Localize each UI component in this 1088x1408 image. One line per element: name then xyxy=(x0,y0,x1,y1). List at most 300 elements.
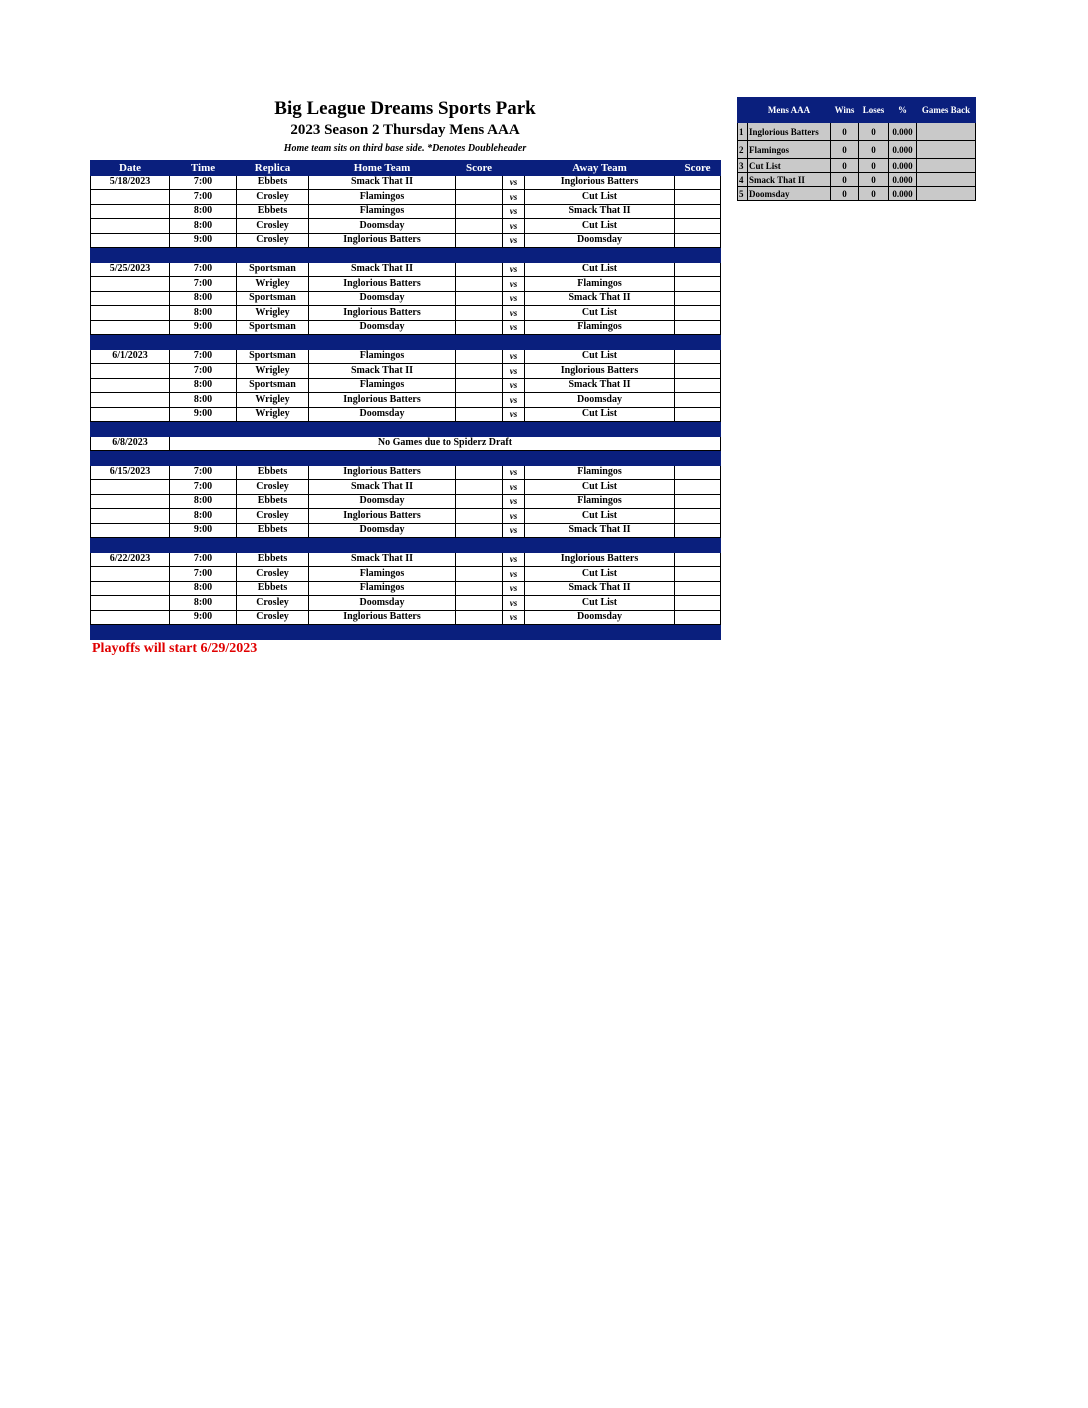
separator-cell xyxy=(525,335,675,350)
vs-label: vs xyxy=(503,219,525,234)
standing-games-back xyxy=(917,123,976,141)
game-date xyxy=(91,596,170,611)
game-field: Sportsman xyxy=(237,349,309,364)
vs-label: vs xyxy=(503,581,525,596)
vs-label: vs xyxy=(503,596,525,611)
standing-loses: 0 xyxy=(859,123,889,141)
game-time: 7:00 xyxy=(170,262,237,277)
game-date xyxy=(91,277,170,292)
col-header-away-score: Score xyxy=(675,161,721,176)
game-time: 9:00 xyxy=(170,610,237,625)
game-time: 8:00 xyxy=(170,291,237,306)
game-date xyxy=(91,509,170,524)
standing-rank: 2 xyxy=(738,141,748,159)
away-score xyxy=(675,393,721,408)
away-score xyxy=(675,610,721,625)
home-team: Smack That II xyxy=(309,480,456,495)
standing-team: Smack That II xyxy=(748,173,831,187)
game-row xyxy=(91,378,721,393)
separator-cell xyxy=(237,625,309,640)
home-score xyxy=(456,233,503,248)
game-date xyxy=(91,494,170,509)
standing-games-back xyxy=(917,141,976,159)
game-date xyxy=(91,378,170,393)
away-team: Doomsday xyxy=(525,610,675,625)
vs-label: vs xyxy=(503,364,525,379)
away-score xyxy=(675,204,721,219)
game-field: Wrigley xyxy=(237,277,309,292)
standing-team: Doomsday xyxy=(748,187,831,201)
schedule-body xyxy=(91,175,721,639)
game-field: Ebbets xyxy=(237,465,309,480)
game-row xyxy=(91,596,721,611)
separator-cell xyxy=(675,248,721,263)
standings-row xyxy=(738,159,976,173)
home-score xyxy=(456,552,503,567)
standings-col-rank xyxy=(738,98,748,123)
separator-cell xyxy=(503,451,525,466)
away-score xyxy=(675,175,721,190)
separator-cell xyxy=(503,625,525,640)
away-score xyxy=(675,581,721,596)
game-time: 7:00 xyxy=(170,277,237,292)
away-score xyxy=(675,407,721,422)
game-date xyxy=(91,610,170,625)
game-date xyxy=(91,480,170,495)
game-row xyxy=(91,581,721,596)
home-team: Inglorious Batters xyxy=(309,610,456,625)
vs-label: vs xyxy=(503,509,525,524)
away-score xyxy=(675,509,721,524)
game-time: 7:00 xyxy=(170,480,237,495)
game-date xyxy=(91,407,170,422)
away-team: Cut List xyxy=(525,596,675,611)
home-score xyxy=(456,610,503,625)
game-field: Wrigley xyxy=(237,306,309,321)
standing-pct: 0.000 xyxy=(889,173,917,187)
home-score xyxy=(456,494,503,509)
playoffs-notice: Playoffs will start 6/29/2023 xyxy=(92,641,258,656)
separator-cell xyxy=(675,451,721,466)
game-time: 8:00 xyxy=(170,494,237,509)
game-row xyxy=(91,567,721,582)
season-subtitle: 2023 Season 2 Thursday Mens AAA xyxy=(290,122,520,138)
game-row xyxy=(91,393,721,408)
vs-label: vs xyxy=(503,204,525,219)
away-score xyxy=(675,320,721,335)
home-team: Smack That II xyxy=(309,364,456,379)
separator-cell xyxy=(170,248,237,263)
standing-games-back xyxy=(917,187,976,201)
home-score xyxy=(456,407,503,422)
game-field: Sportsman xyxy=(237,262,309,277)
home-score xyxy=(456,204,503,219)
week-separator xyxy=(91,422,721,437)
home-score xyxy=(456,378,503,393)
vs-label: vs xyxy=(503,175,525,190)
vs-label: vs xyxy=(503,277,525,292)
home-team: Doomsday xyxy=(309,596,456,611)
schedule-table xyxy=(90,160,721,640)
separator-cell xyxy=(237,538,309,553)
game-row xyxy=(91,190,721,205)
standing-rank: 1 xyxy=(738,123,748,141)
away-score xyxy=(675,349,721,364)
separator-cell xyxy=(91,625,170,640)
game-field: Crosley xyxy=(237,509,309,524)
game-time: 7:00 xyxy=(170,349,237,364)
vs-label: vs xyxy=(503,523,525,538)
standings-body xyxy=(738,123,976,201)
game-date xyxy=(91,204,170,219)
game-time: 9:00 xyxy=(170,523,237,538)
away-score xyxy=(675,233,721,248)
standing-wins: 0 xyxy=(831,173,859,187)
game-row xyxy=(91,349,721,364)
game-time: 8:00 xyxy=(170,581,237,596)
away-team: Inglorious Batters xyxy=(525,552,675,567)
game-time: 7:00 xyxy=(170,567,237,582)
game-field: Sportsman xyxy=(237,291,309,306)
col-header-home-score: Score xyxy=(456,161,503,176)
away-team: Cut List xyxy=(525,219,675,234)
away-team: Doomsday xyxy=(525,393,675,408)
home-team: Inglorious Batters xyxy=(309,509,456,524)
away-team: Cut List xyxy=(525,306,675,321)
home-team: Flamingos xyxy=(309,349,456,364)
home-team: Inglorious Batters xyxy=(309,393,456,408)
standings-col-team: Mens AAA xyxy=(748,98,831,123)
away-team: Flamingos xyxy=(525,277,675,292)
game-time: 8:00 xyxy=(170,596,237,611)
game-row xyxy=(91,480,721,495)
home-team: Flamingos xyxy=(309,581,456,596)
standing-rank: 5 xyxy=(738,187,748,201)
game-date: 6/8/2023 xyxy=(91,436,170,451)
separator-cell xyxy=(309,248,456,263)
game-date xyxy=(91,291,170,306)
separator-cell xyxy=(525,451,675,466)
home-score xyxy=(456,465,503,480)
separator-cell xyxy=(309,451,456,466)
game-time: 7:00 xyxy=(170,190,237,205)
game-row xyxy=(91,364,721,379)
no-games-message: No Games due to Spiderz Draft xyxy=(170,436,721,451)
game-field: Crosley xyxy=(237,480,309,495)
game-date xyxy=(91,219,170,234)
home-score xyxy=(456,190,503,205)
standings-row xyxy=(738,187,976,201)
game-time: 9:00 xyxy=(170,407,237,422)
home-team: Doomsday xyxy=(309,291,456,306)
week-separator xyxy=(91,538,721,553)
game-row xyxy=(91,233,721,248)
game-date: 5/18/2023 xyxy=(91,175,170,190)
home-team: Inglorious Batters xyxy=(309,306,456,321)
home-team: Inglorious Batters xyxy=(309,465,456,480)
game-row xyxy=(91,509,721,524)
home-score xyxy=(456,596,503,611)
game-date: 6/15/2023 xyxy=(91,465,170,480)
col-header-home-team: Home Team xyxy=(309,161,456,176)
home-score xyxy=(456,393,503,408)
game-time: 7:00 xyxy=(170,552,237,567)
game-field: Ebbets xyxy=(237,581,309,596)
away-team: Cut List xyxy=(525,567,675,582)
col-header-away-team: Away Team xyxy=(525,161,675,176)
game-field: Sportsman xyxy=(237,378,309,393)
separator-cell xyxy=(525,625,675,640)
vs-label: vs xyxy=(503,407,525,422)
game-date xyxy=(91,393,170,408)
separator-cell xyxy=(456,538,503,553)
away-team: Cut List xyxy=(525,262,675,277)
game-time: 8:00 xyxy=(170,378,237,393)
separator-cell xyxy=(91,335,170,350)
away-score xyxy=(675,494,721,509)
away-score xyxy=(675,291,721,306)
home-score xyxy=(456,509,503,524)
separator-cell xyxy=(237,451,309,466)
standing-pct: 0.000 xyxy=(889,159,917,173)
game-time: 7:00 xyxy=(170,364,237,379)
game-time: 8:00 xyxy=(170,393,237,408)
home-score xyxy=(456,175,503,190)
game-field: Wrigley xyxy=(237,407,309,422)
home-team: Doomsday xyxy=(309,494,456,509)
away-team: Flamingos xyxy=(525,320,675,335)
game-date xyxy=(91,581,170,596)
separator-cell xyxy=(456,248,503,263)
standing-wins: 0 xyxy=(831,141,859,159)
separator-cell xyxy=(91,538,170,553)
separator-cell xyxy=(170,422,237,437)
vs-label: vs xyxy=(503,262,525,277)
home-team-note: Home team sits on third base side. *Denotes Doubleheader xyxy=(283,143,527,154)
game-row xyxy=(91,306,721,321)
home-team: Smack That II xyxy=(309,552,456,567)
away-team: Smack That II xyxy=(525,291,675,306)
separator-cell xyxy=(237,422,309,437)
vs-label: vs xyxy=(503,320,525,335)
standings-table xyxy=(737,97,976,201)
game-time: 9:00 xyxy=(170,320,237,335)
standings-col-loses: Loses xyxy=(859,98,889,123)
separator-cell xyxy=(456,625,503,640)
home-score xyxy=(456,291,503,306)
home-team: Flamingos xyxy=(309,190,456,205)
col-header-date: Date xyxy=(91,161,170,176)
away-team: Cut List xyxy=(525,407,675,422)
game-field: Ebbets xyxy=(237,552,309,567)
standing-loses: 0 xyxy=(859,141,889,159)
standings-header-row xyxy=(738,98,976,123)
away-score xyxy=(675,219,721,234)
game-row xyxy=(91,262,721,277)
game-row xyxy=(91,610,721,625)
away-team: Smack That II xyxy=(525,523,675,538)
game-date xyxy=(91,233,170,248)
away-team: Cut List xyxy=(525,509,675,524)
game-field: Wrigley xyxy=(237,393,309,408)
col-header-replica: Replica xyxy=(237,161,309,176)
home-team: Doomsday xyxy=(309,523,456,538)
home-score xyxy=(456,219,503,234)
separator-cell xyxy=(309,422,456,437)
standing-loses: 0 xyxy=(859,187,889,201)
game-date: 5/25/2023 xyxy=(91,262,170,277)
vs-label: vs xyxy=(503,349,525,364)
vs-label: vs xyxy=(503,378,525,393)
away-team: Inglorious Batters xyxy=(525,175,675,190)
standing-rank: 4 xyxy=(738,173,748,187)
away-score xyxy=(675,262,721,277)
away-score xyxy=(675,277,721,292)
vs-label: vs xyxy=(503,190,525,205)
separator-cell xyxy=(91,248,170,263)
separator-cell xyxy=(456,451,503,466)
standings-row xyxy=(738,141,976,159)
away-team: Smack That II xyxy=(525,581,675,596)
separator-cell xyxy=(237,248,309,263)
away-score xyxy=(675,364,721,379)
col-header-time: Time xyxy=(170,161,237,176)
home-score xyxy=(456,581,503,596)
no-games-row xyxy=(91,436,721,451)
separator-cell xyxy=(525,422,675,437)
home-score xyxy=(456,262,503,277)
away-score xyxy=(675,596,721,611)
game-field: Crosley xyxy=(237,219,309,234)
standings-col-pct: % xyxy=(889,98,917,123)
away-score xyxy=(675,378,721,393)
separator-cell xyxy=(503,422,525,437)
game-time: 8:00 xyxy=(170,509,237,524)
game-field: Sportsman xyxy=(237,320,309,335)
standing-loses: 0 xyxy=(859,173,889,187)
home-score xyxy=(456,364,503,379)
game-field: Crosley xyxy=(237,610,309,625)
standing-pct: 0.000 xyxy=(889,141,917,159)
game-date xyxy=(91,567,170,582)
vs-label: vs xyxy=(503,291,525,306)
home-score xyxy=(456,523,503,538)
separator-cell xyxy=(675,422,721,437)
separator-cell xyxy=(675,538,721,553)
vs-label: vs xyxy=(503,610,525,625)
away-score xyxy=(675,567,721,582)
separator-cell xyxy=(91,451,170,466)
week-separator xyxy=(91,335,721,350)
away-score xyxy=(675,190,721,205)
home-team: Smack That II xyxy=(309,262,456,277)
game-row xyxy=(91,291,721,306)
game-field: Crosley xyxy=(237,567,309,582)
game-time: 7:00 xyxy=(170,175,237,190)
separator-cell xyxy=(309,538,456,553)
separator-cell xyxy=(675,625,721,640)
vs-label: vs xyxy=(503,552,525,567)
game-time: 8:00 xyxy=(170,204,237,219)
away-team: Smack That II xyxy=(525,378,675,393)
vs-label: vs xyxy=(503,233,525,248)
separator-cell xyxy=(237,335,309,350)
home-team: Inglorious Batters xyxy=(309,277,456,292)
standing-wins: 0 xyxy=(831,187,859,201)
game-row xyxy=(91,320,721,335)
separator-cell xyxy=(675,335,721,350)
home-score xyxy=(456,277,503,292)
standing-wins: 0 xyxy=(831,123,859,141)
away-team: Cut List xyxy=(525,190,675,205)
separator-cell xyxy=(503,538,525,553)
standings-col-games-back: Games Back xyxy=(917,98,976,123)
away-score xyxy=(675,552,721,567)
game-field: Ebbets xyxy=(237,523,309,538)
home-score xyxy=(456,349,503,364)
vs-label: vs xyxy=(503,306,525,321)
standing-pct: 0.000 xyxy=(889,123,917,141)
separator-cell xyxy=(309,625,456,640)
home-team: Smack That II xyxy=(309,175,456,190)
standing-team: Inglorious Batters xyxy=(748,123,831,141)
separator-cell xyxy=(456,335,503,350)
away-team: Cut List xyxy=(525,480,675,495)
game-time: 8:00 xyxy=(170,219,237,234)
game-time: 8:00 xyxy=(170,306,237,321)
separator-cell xyxy=(91,422,170,437)
game-date xyxy=(91,523,170,538)
standings-row xyxy=(738,173,976,187)
separator-cell xyxy=(170,625,237,640)
game-time: 7:00 xyxy=(170,465,237,480)
game-row xyxy=(91,277,721,292)
home-team: Doomsday xyxy=(309,407,456,422)
home-score xyxy=(456,320,503,335)
home-team: Flamingos xyxy=(309,378,456,393)
game-row xyxy=(91,523,721,538)
standing-team: Flamingos xyxy=(748,141,831,159)
home-team: Flamingos xyxy=(309,567,456,582)
week-separator xyxy=(91,451,721,466)
game-date xyxy=(91,364,170,379)
separator-cell xyxy=(170,335,237,350)
game-field: Crosley xyxy=(237,190,309,205)
schedule-header-row xyxy=(91,161,721,176)
game-date xyxy=(91,320,170,335)
game-row xyxy=(91,552,721,567)
game-field: Crosley xyxy=(237,233,309,248)
standing-team: Cut List xyxy=(748,159,831,173)
game-field: Ebbets xyxy=(237,204,309,219)
vs-label: vs xyxy=(503,393,525,408)
game-field: Wrigley xyxy=(237,364,309,379)
game-field: Ebbets xyxy=(237,175,309,190)
week-separator xyxy=(91,248,721,263)
home-score xyxy=(456,480,503,495)
week-separator xyxy=(91,625,721,640)
away-team: Cut List xyxy=(525,349,675,364)
col-header-vs xyxy=(503,161,525,176)
game-row xyxy=(91,465,721,480)
separator-cell xyxy=(309,335,456,350)
game-date xyxy=(91,190,170,205)
vs-label: vs xyxy=(503,465,525,480)
standings-col-wins: Wins xyxy=(831,98,859,123)
separator-cell xyxy=(503,248,525,263)
game-field: Ebbets xyxy=(237,494,309,509)
away-team: Flamingos xyxy=(525,465,675,480)
